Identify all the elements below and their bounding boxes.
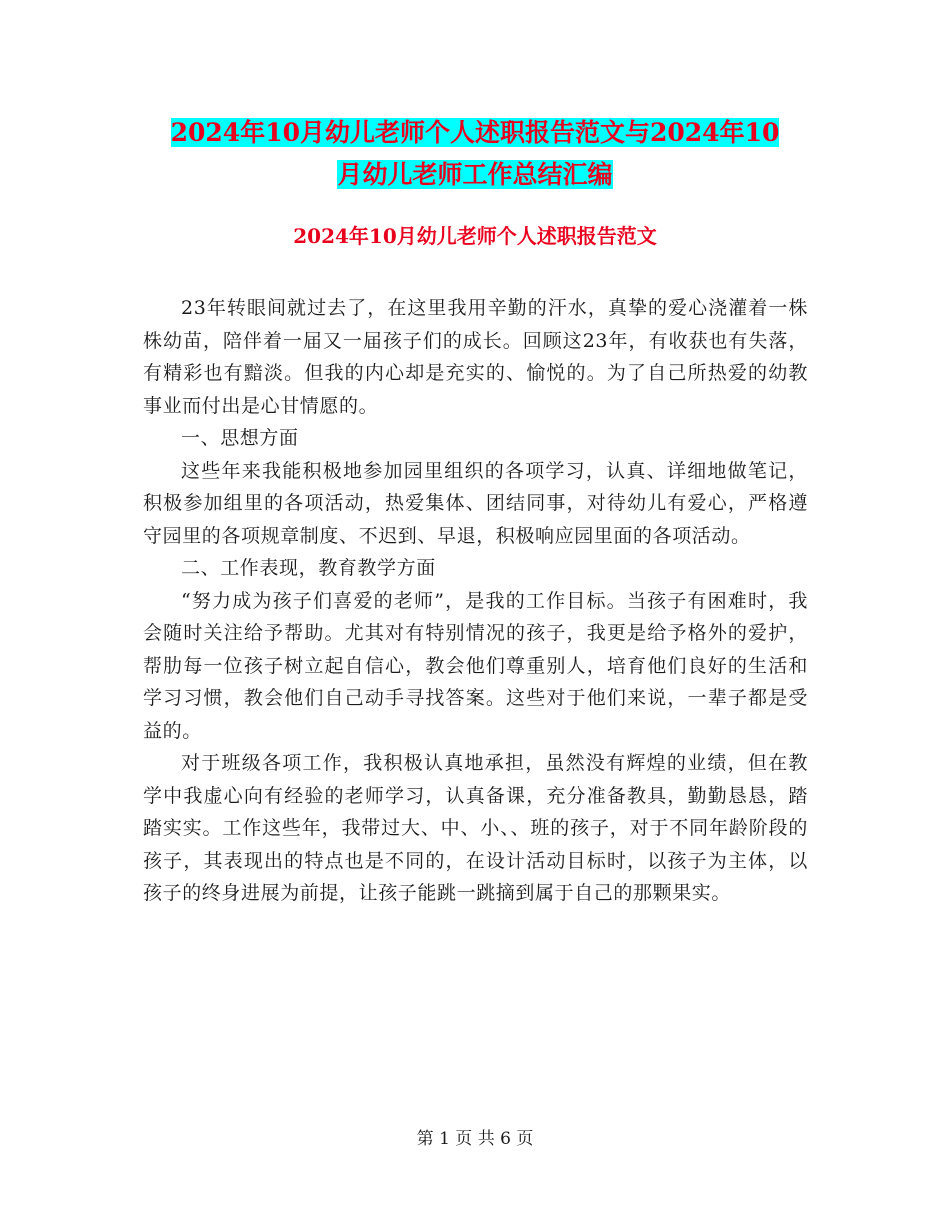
document-title [150, 112, 800, 196]
paragraph-work-goal: “努力成为孩子们喜爱的老师”，是我的工作目标。当孩子有困难时，我会随时关注给予帮助。尤其对有特别情况的孩子，我更是给予格外的爱护，帮肋每一位孩子树立起自信心，教会他们尊重别人，培育他们良好的生活和学习习惯，教会他们自己动手寻找答案。这些对于他们来说，一辈子都是受益的。 [143, 589, 808, 742]
paragraph-class-work: 对于班级各项工作，我积极认真地承担，虽然没有辉煌的业绩，但在教学中我虚心向有经验的老师学习，认真备课，充分准备教具，勤勤恳恳，踏踏实实。工作这些年，我带过大、中、小、、班的孩子，对于不同年龄阶段的孩子，其表现出的特点也是不同的，在设计活动目标时，以孩子为主体，以孩子的终身进展为前提，让孩子能跳一跳摘到属于自己的那颗果实。 [143, 752, 808, 904]
page-footer: 第 1 页 共 6 页 [416, 1129, 534, 1149]
heading-thought: 一、思想方面 [181, 427, 299, 449]
heading-work-performance: 二、工作表现，教育教学方面 [181, 557, 436, 579]
document-title-line-1: 2024年10月幼儿老师个人述职报告范文与2024年10 [170, 118, 780, 147]
document-title-line-2: 月幼儿老师工作总结汇编 [337, 160, 613, 189]
document-body [143, 292, 808, 910]
paragraph-thought: 这些年来我能积极地参加园里组织的各项学习，认真、详细地做笔记，积极参加组里的各项活动，热爱集体、团结同事，对待幼儿有爱心，严格遵守园里的各项规章制度、不迟到、早退，积极响应园里面的各项活动。 [143, 459, 808, 547]
paragraph-intro: 23年转眼间就过去了，在这里我用辛勤的汗水，真挚的爱心浇灌着一株株幼苗，陪伴着一届又一届孩子们的成长。回顾这23年，有收获也有失落，有精彩也有黯淡。但我的内心却是充实的、愉悦的。为了自己所热爱的幼教事业而付出是心甘情愿的。 [143, 297, 808, 417]
section-title: 2024年10月幼儿老师个人述职报告范文 [293, 224, 657, 248]
